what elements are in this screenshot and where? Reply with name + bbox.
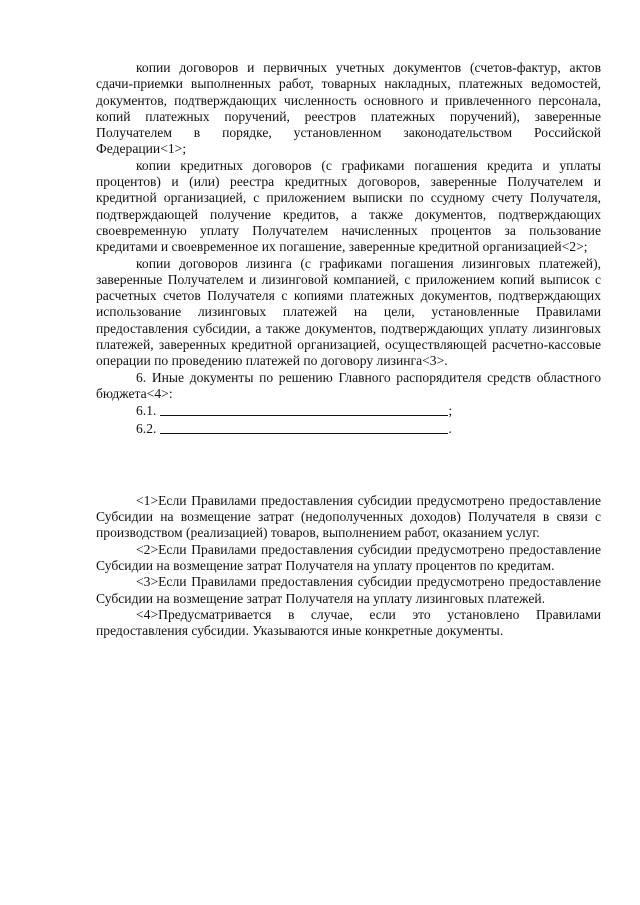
fill-line-end: ; — [448, 403, 453, 419]
section-spacer — [96, 437, 601, 493]
fill-line-label: 6.1. — [136, 403, 157, 419]
paragraph-other-documents: 6. Иные документы по решению Главного распорядителя средств областного бюджета<4>: — [96, 369, 601, 401]
fill-line-end: . — [448, 420, 452, 436]
document-page — [96, 60, 601, 640]
footnote-4: <4>Предусматривается в случае, если это установлено Правилами предоставления субсидии. Указываются иные конкретные документы. — [96, 606, 601, 639]
paragraph-credit-contracts: копии кредитных договоров (с графиками погашения кредита и уплаты процентов) и (или) реестра кредитных договоров, заверенные Получателем и кредитной организацией, с приложением выписки по ссудному счету Получателя, подтверждающей получение кредитов, а также документов, подтверждающих своевременную уплату Получателем начисленных процентов за пользование кредитами и своевременное их погашение, заверенные кредитной организацией<2>; — [96, 157, 601, 255]
documents-list — [96, 60, 601, 437]
footnote-2: <2>Если Правилами предоставления субсидии предусмотрено предоставление Субсидии на возмещение затрат Получателя на уплату процентов по кредитам. — [96, 541, 601, 574]
fill-line-label: 6.2. — [136, 420, 157, 436]
paragraph-contracts-primary-docs: копии договоров и первичных учетных документов (счетов-фактур, актов сдачи-приемки выполненных работ, товарных накладных, платежных ведомостей, документов, подтверждающих численность основного и привлеченного персонала, копий платежных поручений, реестров платежных поручений), заверенные Получателем в порядке, установленном законодательством Российской Федерации<1>; — [96, 60, 601, 157]
blank-underline — [160, 420, 448, 434]
footnote-3: <3>Если Правилами предоставления субсидии предусмотрено предоставление Субсидии на возмещение затрат Получателя на уплату лизинговых платежей. — [96, 574, 601, 606]
fill-line-6-2 — [96, 420, 601, 437]
footnote-1: <1>Если Правилами предоставления субсидии предусмотрено предоставление Субсидии на возмещение затрат (недополученных доходов) Получателя в связи с производством (реализацией) товаров, выполнением работ, оказанием услуг. — [96, 492, 601, 541]
fill-line-6-1 — [96, 402, 601, 419]
footnotes — [96, 493, 601, 640]
blank-underline — [160, 402, 448, 416]
paragraph-leasing-contracts: копии договоров лизинга (с графиками погашения лизинговых платежей), заверенные Получателем и лизинговой компанией, с приложением копий выписок с расчетных счетов Получателя с копиями платежных документов, подтверждающих использование лизинговых платежей на цели, установленные Правилами предоставления субсидии, а также документов, подтверждающих уплату лизинговых платежей, заверенных кредитной организацией, осуществляющей расчетно-кассовые операции по проведению платежей по договору лизинга<3>. — [96, 255, 601, 369]
